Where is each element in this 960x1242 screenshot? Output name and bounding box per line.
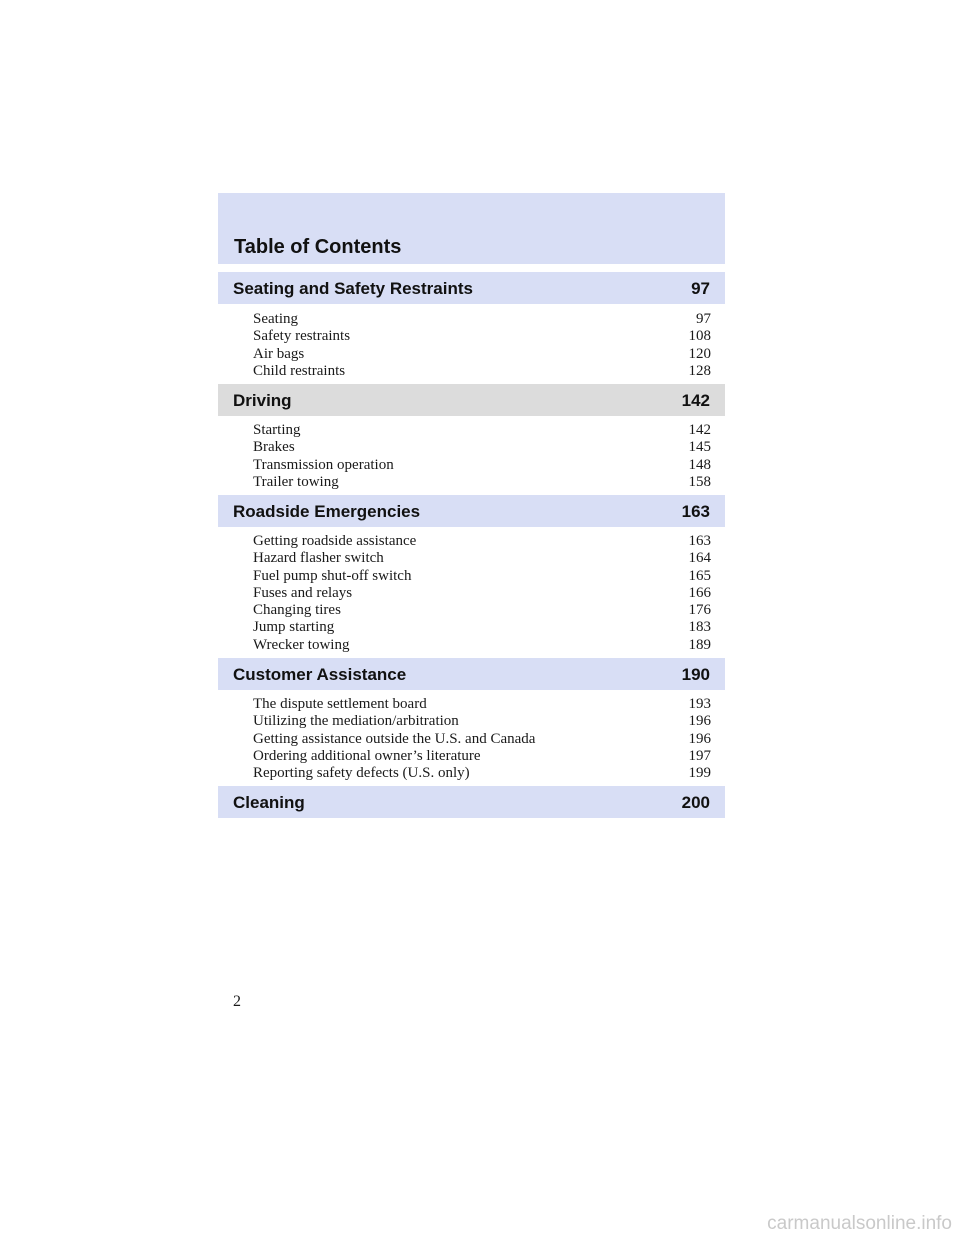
toc-item-page: 108 — [688, 328, 711, 345]
section-page: 142 — [681, 391, 710, 410]
toc-item-title: Hazard flasher switch — [253, 550, 384, 567]
toc-item-title: Fuses and relays — [253, 584, 353, 601]
section-title: Customer Assistance — [233, 665, 407, 684]
toc-item-title: Seating — [253, 311, 298, 327]
section-items-driving — [253, 422, 711, 491]
toc-item-page: 189 — [688, 636, 711, 653]
toc-item[interactable] — [253, 696, 711, 713]
toc-item-page: 142 — [688, 422, 711, 438]
section-page: 190 — [681, 665, 710, 684]
section-header-seating[interactable] — [218, 272, 725, 304]
toc-item-page: 97 — [696, 311, 711, 327]
section-header-roadside[interactable] — [218, 495, 725, 527]
toc-item-page: 120 — [688, 345, 711, 362]
toc-item[interactable] — [253, 457, 711, 474]
toc-item-title: Trailer towing — [253, 473, 339, 490]
toc-item-title: Fuel pump shut-off switch — [253, 567, 412, 584]
toc-item[interactable] — [253, 602, 711, 619]
toc-item-title: Changing tires — [253, 602, 341, 619]
toc-item-title: Child restraints — [253, 362, 346, 379]
toc-item[interactable] — [253, 474, 711, 491]
toc-item-page: 163 — [688, 533, 711, 549]
toc-item[interactable] — [253, 731, 711, 748]
section-page: 97 — [691, 279, 710, 298]
section-header-cleaning[interactable] — [218, 786, 725, 818]
section-items-roadside — [253, 533, 711, 654]
watermark: carmanualsonline.info — [767, 1213, 952, 1234]
toc-item[interactable] — [253, 311, 711, 328]
toc-item-title: Ordering additional owner’s literature — [253, 747, 481, 764]
toc-item-page: 176 — [688, 602, 711, 619]
section-items-seating — [253, 311, 711, 380]
toc-item[interactable] — [253, 637, 711, 654]
toc-item[interactable] — [253, 713, 711, 730]
toc-item[interactable] — [253, 439, 711, 456]
toc-item-title: Starting — [253, 422, 301, 438]
section-title: Roadside Emergencies — [233, 502, 421, 521]
toc-item-page: 183 — [688, 619, 711, 636]
section-title: Cleaning — [233, 793, 305, 812]
page-title: Table of Contents — [234, 236, 402, 258]
section-header-customer-assistance[interactable] — [218, 658, 725, 690]
toc-item-page: 145 — [688, 439, 711, 456]
toc-item-title: Getting roadside assistance — [253, 533, 417, 549]
toc-item[interactable] — [253, 346, 711, 363]
toc-item[interactable] — [253, 422, 711, 439]
toc-item-title: Utilizing the mediation/arbitration — [253, 713, 459, 730]
toc-item-title: The dispute settlement board — [253, 696, 427, 712]
toc-item[interactable] — [253, 328, 711, 345]
toc-item-page: 128 — [688, 362, 711, 379]
toc-item-title: Safety restraints — [253, 328, 351, 345]
toc-item-page: 165 — [688, 567, 711, 584]
toc-item-page: 196 — [688, 730, 711, 747]
toc-item[interactable] — [253, 585, 711, 602]
toc-item-page: 164 — [688, 550, 711, 567]
toc-item[interactable] — [253, 363, 711, 380]
toc-item[interactable] — [253, 619, 711, 636]
toc-header — [218, 193, 725, 264]
toc-item-title: Jump starting — [253, 619, 335, 636]
toc-item-title: Brakes — [253, 439, 295, 456]
toc-item[interactable] — [253, 533, 711, 550]
section-page: 200 — [681, 793, 710, 812]
toc-item[interactable] — [253, 550, 711, 567]
toc-item-title: Transmission operation — [253, 456, 394, 473]
toc-item-title: Getting assistance outside the U.S. and Canada — [253, 730, 536, 747]
section-page: 163 — [681, 502, 710, 521]
toc-item-page: 148 — [688, 456, 711, 473]
section-header-driving[interactable] — [218, 384, 725, 416]
toc-item[interactable] — [253, 568, 711, 585]
toc-item[interactable] — [253, 765, 711, 782]
toc-item-page: 196 — [688, 713, 711, 730]
toc-item-title: Wrecker towing — [253, 636, 350, 653]
toc-item-title: Reporting safety defects (U.S. only) — [253, 765, 470, 782]
toc-item-page: 158 — [688, 473, 711, 490]
toc-item-page: 199 — [688, 765, 711, 782]
toc-item-page: 197 — [688, 747, 711, 764]
toc-item-page: 166 — [688, 584, 711, 601]
toc-item-title: Air bags — [253, 345, 305, 362]
section-items-customer-assistance — [253, 696, 711, 782]
section-title: Driving — [233, 391, 292, 410]
toc-item-page: 193 — [688, 696, 711, 712]
section-title: Seating and Safety Restraints — [233, 279, 473, 298]
page-number: 2 — [233, 993, 241, 1010]
toc-item[interactable] — [253, 748, 711, 765]
